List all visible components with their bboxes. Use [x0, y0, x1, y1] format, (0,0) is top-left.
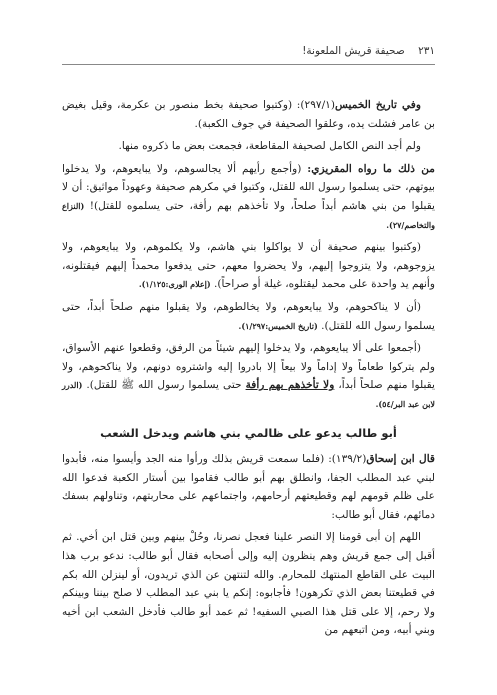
page-header — [302, 45, 435, 57]
paragraph-text: (أجمعوا على ألا يبايعوهم، ولا يدخلوا إليهم شيئاً من الرفق، وقطعوا عنهم الأسواق، ولم يتركوا طعاماً ولا إداماً ولا بيعاً إلا بادروا إليه واشتروه دونهم، ولا يناكحوهم، ولا يقبلوا منهم صلحاً أبداً، — [62, 342, 435, 392]
paragraph-text: حتى يسلموا رسول الله ﷺ للقتل). — [82, 379, 246, 392]
paragraph — [62, 137, 435, 156]
paragraph — [62, 450, 435, 524]
paragraph-text: (١٣٩/٢): (فلما سمعت قريش بذلك ورأوا منه الجد وأيسوا منه، فأبدوا لبني عبد المطلب الجفا، وانطلق بهم أبو طالب فقاموا بين أستار الكعبة فدعوا الله على ظلم قومهم لهم وقطيعتهم أرحامهم، واجتماعهم على محاربتهم، وتناولهم بسفك دمائهم، فقال أبو طالب: — [62, 453, 435, 521]
paragraph-text: (أن لا يناكحوهم، ولا يبايعوهم، ولا يخالطوهم، ولا يقبلوا منهم صلحاً أبداً، حتى يسلموا رسول الله للقتل). — [62, 300, 435, 332]
body-text — [62, 96, 435, 644]
running-title: صحيفة قريش الملعونة! — [302, 45, 405, 57]
underlined-phrase: ولا تأخذهم بهم رأفة — [245, 379, 335, 392]
page-number: ٢٣١ — [418, 45, 435, 57]
paragraph-text: (وأجمع رأيهم ألا يجالسوهم، ولا يبايعوهم، ولا يدخلوا بيوتهم، حتى يسلموا رسول الله للقتل، وكتبوا في مكرهم صحيفة وعهوداً مواثيق: أن لا يقبلوا من بني هاشم أبداً صلحاً، ولا تأخذهم بهم رأفة، حتى يسلموه للقتل)! — [62, 162, 435, 212]
paragraph-text: (٢٩٧/١): (وكتبوا صحيفة بخط منصور بن عكرمة، وقيل بغيض بن عامر فشلت يده، وعلقوا الصحيفة في جوف الكعبة). — [62, 99, 435, 130]
citation: (النزاع والتخاصم/٢٧). — [62, 200, 435, 230]
citation: (تاريخ الخميس:١/٢٩٧). — [238, 320, 318, 331]
paragraph-lead: من ذلك ما رواه المقريزي: — [307, 162, 435, 175]
section-heading: أبو طالب يدعو على ظالمي بني هاشم ويدخل الشعب — [100, 425, 397, 440]
header-rule — [62, 64, 435, 65]
citation: (إعلام الورى:١/١٢٥). — [138, 279, 211, 290]
paragraph — [62, 96, 435, 133]
citation: (الدرر لابن عبد البر/٥٤). — [62, 380, 435, 409]
paragraph — [62, 339, 435, 413]
paragraph-lead: قال ابن إسحاق — [366, 453, 435, 466]
paragraph-text: ولم أجد النص الكامل لصحيفة المقاطعة، فجمعت بعض ما ذكروه منها. — [118, 140, 421, 153]
paragraph — [62, 238, 435, 294]
paragraph — [62, 160, 435, 234]
paragraph-lead: وفي تاريخ الخميس — [335, 99, 421, 111]
paragraph-text: اللهم إن أبى قومنا إلا النصر علينا فعجل نصرنا، وحُلْ بينهم وبين قتل ابن أخي. ثم أقبل إلى جمع قريش وهم ينظرون إليه وإلى أصحابه فقال أبو طالب: ندعو برب هذا البيت على القاطع المنتهك للمحارم. والله لتنتهن عن الذي تريدون، أو لينزلن الله بكم في قطيعتنا بعض الذي تكرهون! فأجابوه: إنكم يا بني عبد المطلب لا صلح بيننا وبينكم ولا رحم، إلا على قتل هذا الصبي السفيه! ثم عمد أبو طالب فأدخل الشعب ابن أخيه وبني أبيه، ومن اتبعهم من — [62, 531, 435, 637]
paragraph — [62, 528, 435, 640]
paragraph-text: (وكتبوا بينهم صحيفة أن لا يواكلوا بني هاشم، ولا يكلموهم، ولا يبايعوهم، ولا يزوجوهم، ولا يتزوجوا إليهم، ولا يحضروا معهم، حتى يدفعوا محمداً إليهم فيقتلونه، وأنهم يد واحدة على محمد ليقتلوه، غيلة أو صراحاً). — [62, 241, 435, 291]
paragraph — [62, 298, 435, 335]
